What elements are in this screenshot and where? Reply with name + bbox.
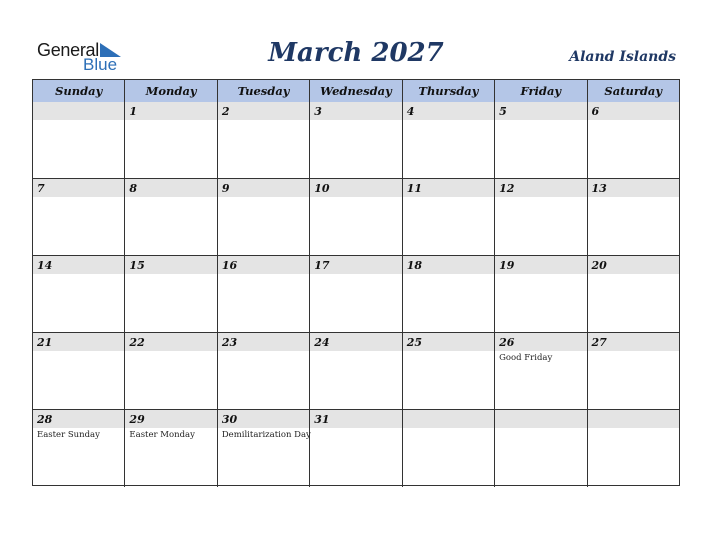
calendar-week [33, 333, 679, 410]
day-cell [218, 102, 310, 178]
day-number: 4 [406, 105, 415, 118]
day-number-band [33, 102, 124, 120]
day-cell [33, 333, 125, 409]
day-cell [588, 179, 679, 255]
calendar-week [33, 410, 679, 487]
day-number: 14 [37, 259, 53, 272]
day-cell [588, 256, 679, 332]
day-cell [588, 410, 679, 487]
day-number: 7 [37, 182, 45, 195]
day-number-band [125, 102, 216, 120]
day-cell [310, 333, 402, 409]
day-number: 29 [129, 413, 145, 426]
day-number: 28 [37, 413, 53, 426]
day-cell [495, 333, 587, 409]
day-cell [33, 102, 125, 178]
page-title: March 2027 [268, 38, 444, 68]
day-number: 2 [221, 105, 230, 118]
day-number: 17 [314, 259, 330, 272]
day-number: 20 [591, 259, 607, 272]
holiday-label: Easter Monday [129, 430, 195, 440]
day-cell [125, 333, 217, 409]
holiday-label: Demilitarization Day [221, 430, 311, 440]
day-number-band [588, 102, 679, 120]
day-number: 23 [221, 336, 238, 349]
day-cell [403, 179, 495, 255]
day-number-band [33, 179, 124, 197]
day-number: 16 [221, 259, 238, 272]
day-cell [125, 410, 217, 487]
holiday-label: Good Friday [499, 353, 553, 363]
weekday-thursday: Thursday [403, 80, 495, 102]
day-number-band [495, 102, 586, 120]
day-number: 26 [499, 336, 515, 349]
weekday-sunday: Sunday [33, 80, 125, 102]
weekday-saturday: Saturday [604, 84, 663, 98]
day-cell [403, 102, 495, 178]
day-cell [310, 179, 402, 255]
weekday-monday: Monday [125, 80, 217, 102]
weekday-friday: Friday [495, 80, 587, 102]
weekday-tuesday: Tuesday [218, 80, 310, 102]
day-cell [588, 333, 679, 409]
calendar-week [33, 102, 679, 179]
day-number: 3 [314, 105, 322, 118]
day-number: 25 [406, 336, 422, 349]
calendar-week [33, 179, 679, 256]
day-number: 1 [129, 105, 138, 118]
weekday-header [33, 80, 679, 103]
day-number-band [588, 410, 679, 428]
day-number: 30 [221, 413, 238, 426]
day-number-band [310, 102, 401, 120]
day-number: 18 [406, 259, 422, 272]
day-number: 15 [129, 259, 145, 272]
day-number-band [495, 410, 586, 428]
day-number: 24 [314, 336, 330, 349]
day-number: 12 [499, 182, 515, 195]
day-cell [218, 179, 310, 255]
day-cell [588, 102, 679, 178]
day-cell [403, 410, 495, 487]
day-cell [218, 410, 310, 487]
day-number: 8 [129, 182, 138, 195]
day-number: 6 [591, 105, 600, 118]
day-number-band [218, 179, 309, 197]
day-cell [33, 256, 125, 332]
day-cell [218, 256, 310, 332]
weekday-wednesday: Wednesday [310, 80, 402, 102]
day-number: 31 [314, 413, 330, 426]
day-number-band [218, 102, 309, 120]
day-cell [403, 333, 495, 409]
day-cell [125, 102, 217, 178]
calendar-grid [32, 79, 680, 486]
day-cell [495, 179, 587, 255]
day-cell [403, 256, 495, 332]
day-cell [495, 102, 587, 178]
day-cell [495, 256, 587, 332]
region-label: Aland Islands [569, 49, 676, 65]
calendar-week [33, 256, 679, 333]
day-number: 19 [499, 259, 515, 272]
day-number: 11 [406, 182, 422, 195]
day-number: 13 [591, 182, 607, 195]
day-cell [218, 333, 310, 409]
day-cell [310, 256, 402, 332]
day-number-band [125, 179, 216, 197]
day-number: 21 [37, 336, 53, 349]
day-number: 27 [591, 336, 607, 349]
day-cell [33, 410, 125, 487]
holiday-label: Easter Sunday [37, 430, 100, 440]
day-cell [310, 410, 402, 487]
day-number-band [403, 102, 494, 120]
day-number: 9 [221, 182, 230, 195]
day-cell [310, 102, 402, 178]
day-number-band [403, 410, 494, 428]
day-cell [33, 179, 125, 255]
day-number: 5 [499, 105, 507, 118]
day-cell [495, 410, 587, 487]
day-cell [125, 256, 217, 332]
day-number: 22 [129, 336, 145, 349]
day-cell [125, 179, 217, 255]
logo-blue-text: Blue [83, 55, 118, 74]
logo-general-text: General [37, 40, 99, 60]
day-number: 10 [314, 182, 330, 195]
